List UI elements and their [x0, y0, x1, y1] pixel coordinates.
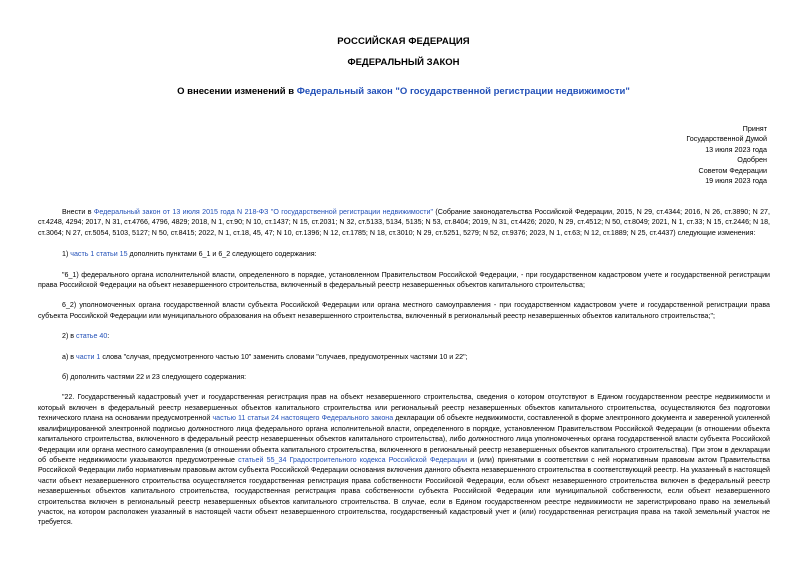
item-2-prefix: 2) в — [62, 332, 77, 341]
adopted-label: Принят — [742, 124, 767, 133]
item-1-link[interactable]: часть 1 статьи 15 — [70, 250, 128, 259]
item-2b: б) дополнить частями 22 и 23 следующего содержания: — [62, 373, 247, 382]
paragraph-22-link-grad-code[interactable]: статьей 55_34 Градостроительного кодекса Российской Федерации — [238, 455, 468, 464]
adoption-info — [686, 124, 767, 186]
item-2a — [38, 352, 770, 362]
adopted-by: Государственной Думой — [686, 134, 767, 144]
item-2a-suffix: слова "случая, предусмотренного частью 10" заменить словами "случаев, предусмотренных частями 10 и 22"; — [100, 352, 468, 361]
law-title-prefix: О внесении изменений в — [177, 86, 297, 97]
item-2 — [38, 331, 770, 341]
paragraph-22-link-article-24[interactable]: частью 11 статьи 24 настоящего Федерального закона — [212, 414, 394, 423]
law-title — [0, 86, 807, 97]
paragraph-22-part-c: и (или) принятыми в соответствии с ней нормативным правовым актом Правительства Российской Федерации либо нормативным правовым актом субъекта Российской Федерации основания включения данного объекта незавершенного строительства в соответствующий реестр. На указанный в настоящей части объект незавершенного строительства осуществляется государственная регистрация права собственности Российской Федерации, если объект незавершенного строительства включен в федеральный реестр незавершенных объектов капитального строительства, государственная регистрация права собственности субъекта Российской Федерации или муниципальной собственности, если объект незавершенного строительства включен в региональный реестр незавершенных объектов капитального строительства. В случае, если в Едином государственном реестре недвижимости не зарегистрировано право на земельный участок, на котором расположен указанный в настоящей части объект незавершенного строительства, государственный кадастровый учет и (или) государственная регистрация права на такой земельный участок не требуется. — [38, 455, 770, 527]
item-1-prefix: 1) — [62, 250, 71, 259]
paragraph-22-part-b: декларации об объекте недвижимости, составленной в форме электронного документа и заверенной усиленной квалифицированной электронной подписью должностного лица федерального органа исполнительной власти, определенного в порядке, установленном Правительством Российской Федерации (в отношении объекта капитального строительства, включенного в федеральный реестр незавершенных объектов капитального строительства), либо должностного лица уполномоченных органа государственной власти субъекта Российской Федерации или органа местного самоуправления (в отношении объекта капитального строительства, включенного в региональный реестр незавершенных объектов капитального строительства). При этом в декларации об объекте недвижимости указываются предусмотренные — [38, 414, 770, 464]
approved-date: 19 июля 2023 года — [705, 176, 767, 186]
intro-prefix: Внести в — [62, 208, 94, 216]
item-2a-prefix: а) в — [62, 352, 77, 361]
item-2a-link[interactable]: части 1 — [76, 352, 101, 361]
doc-type-heading: ФЕДЕРАЛЬНЫЙ ЗАКОН — [347, 57, 460, 68]
paragraph-6-1: "6_1) федерального органа исполнительной власти, определенного в порядке, установленном Правительством Российской Федерации, - при государственном кадастровом учете и государственной регистрации права Российской Федерации на объект незавершенного строительства, включенный в федеральный реестр незавершенных объектов капитального строительства; — [38, 270, 770, 290]
intro-law-link[interactable]: Федеральный закон от 13 июля 2015 года N 218-ФЗ "О государственной регистрации недвижимости" — [93, 208, 434, 216]
paragraph-22-part-a: "22. Государственный кадастровый учет и государственная регистрация прав на объект незавершенного строительства, сведения о котором отсутствуют в Едином государственном реестре недвижимости и который включен в федеральный реестр незавершенных объектов капитального строительства или региональный реестр незавершенных объектов капитального строительства, осуществляются без подготовки технического плана на основании предусмотренной — [38, 393, 770, 423]
item-1-suffix: дополнить пунктами 6_1 и 6_2 следующего содержания: — [127, 250, 317, 259]
intro-suffix: (Собрание законодательства Российской Федерации, 2015, N 29, ст.4344; 2016, N 26, ст.3890; N 27, ст.4248, 4294; 2017, N 31, ст.4766, 4796, 4829; 2018, N 1, ст.90; N 10, ст.1437; N 15, ст.2031; N 32, ст.5133, 5134, 5135; N 53, ст.8404; 2019, N 31, ст.4426; 2020, N 29, ст.4512; N 50, ст.8049; 2021, N 1, ст.33; N 15, ст.2446; N 18, ст.3064; N 27, ст.5054, 5103, 5127; N 50, ст.8415; 2022, N 1, ст.18, 45, 47; N 10, ст.1396; N 12, ст.1785; N 18, ст.3010; N 29, ст.5251, 5279; N 52, ст.9376; 2023, N 1, ст.63; N 12, ст.1889; N 25, ст.4437) следующие изменения: — [38, 208, 770, 237]
paragraph-6-2: 6_2) уполномоченных органа государственной власти субъекта Российской Федерации или органа местного самоуправления - при государственном кадастровом учете и государственной регистрации права субъекта Российской Федерации или муниципального образования на объект незавершенного строительства, включенный в региональный реестр незавершенных объектов капитального строительства;"; — [38, 301, 770, 320]
item-1 — [38, 249, 770, 259]
law-title-link[interactable]: Федеральный закон "О государственной регистрации недвижимости" — [296, 86, 630, 97]
intro-paragraph — [38, 207, 770, 238]
item-2-suffix: : — [107, 332, 110, 341]
adopted-date: 13 июля 2023 года — [705, 144, 767, 154]
approved-by: Советом Федерации — [698, 165, 767, 175]
item-2-link[interactable]: статье 40 — [76, 332, 108, 341]
paragraph-22 — [38, 392, 770, 527]
law-body — [38, 207, 770, 528]
country-heading: РОССИЙСКАЯ ФЕДЕРАЦИЯ — [337, 36, 470, 47]
approved-label: Одобрен — [737, 155, 767, 165]
